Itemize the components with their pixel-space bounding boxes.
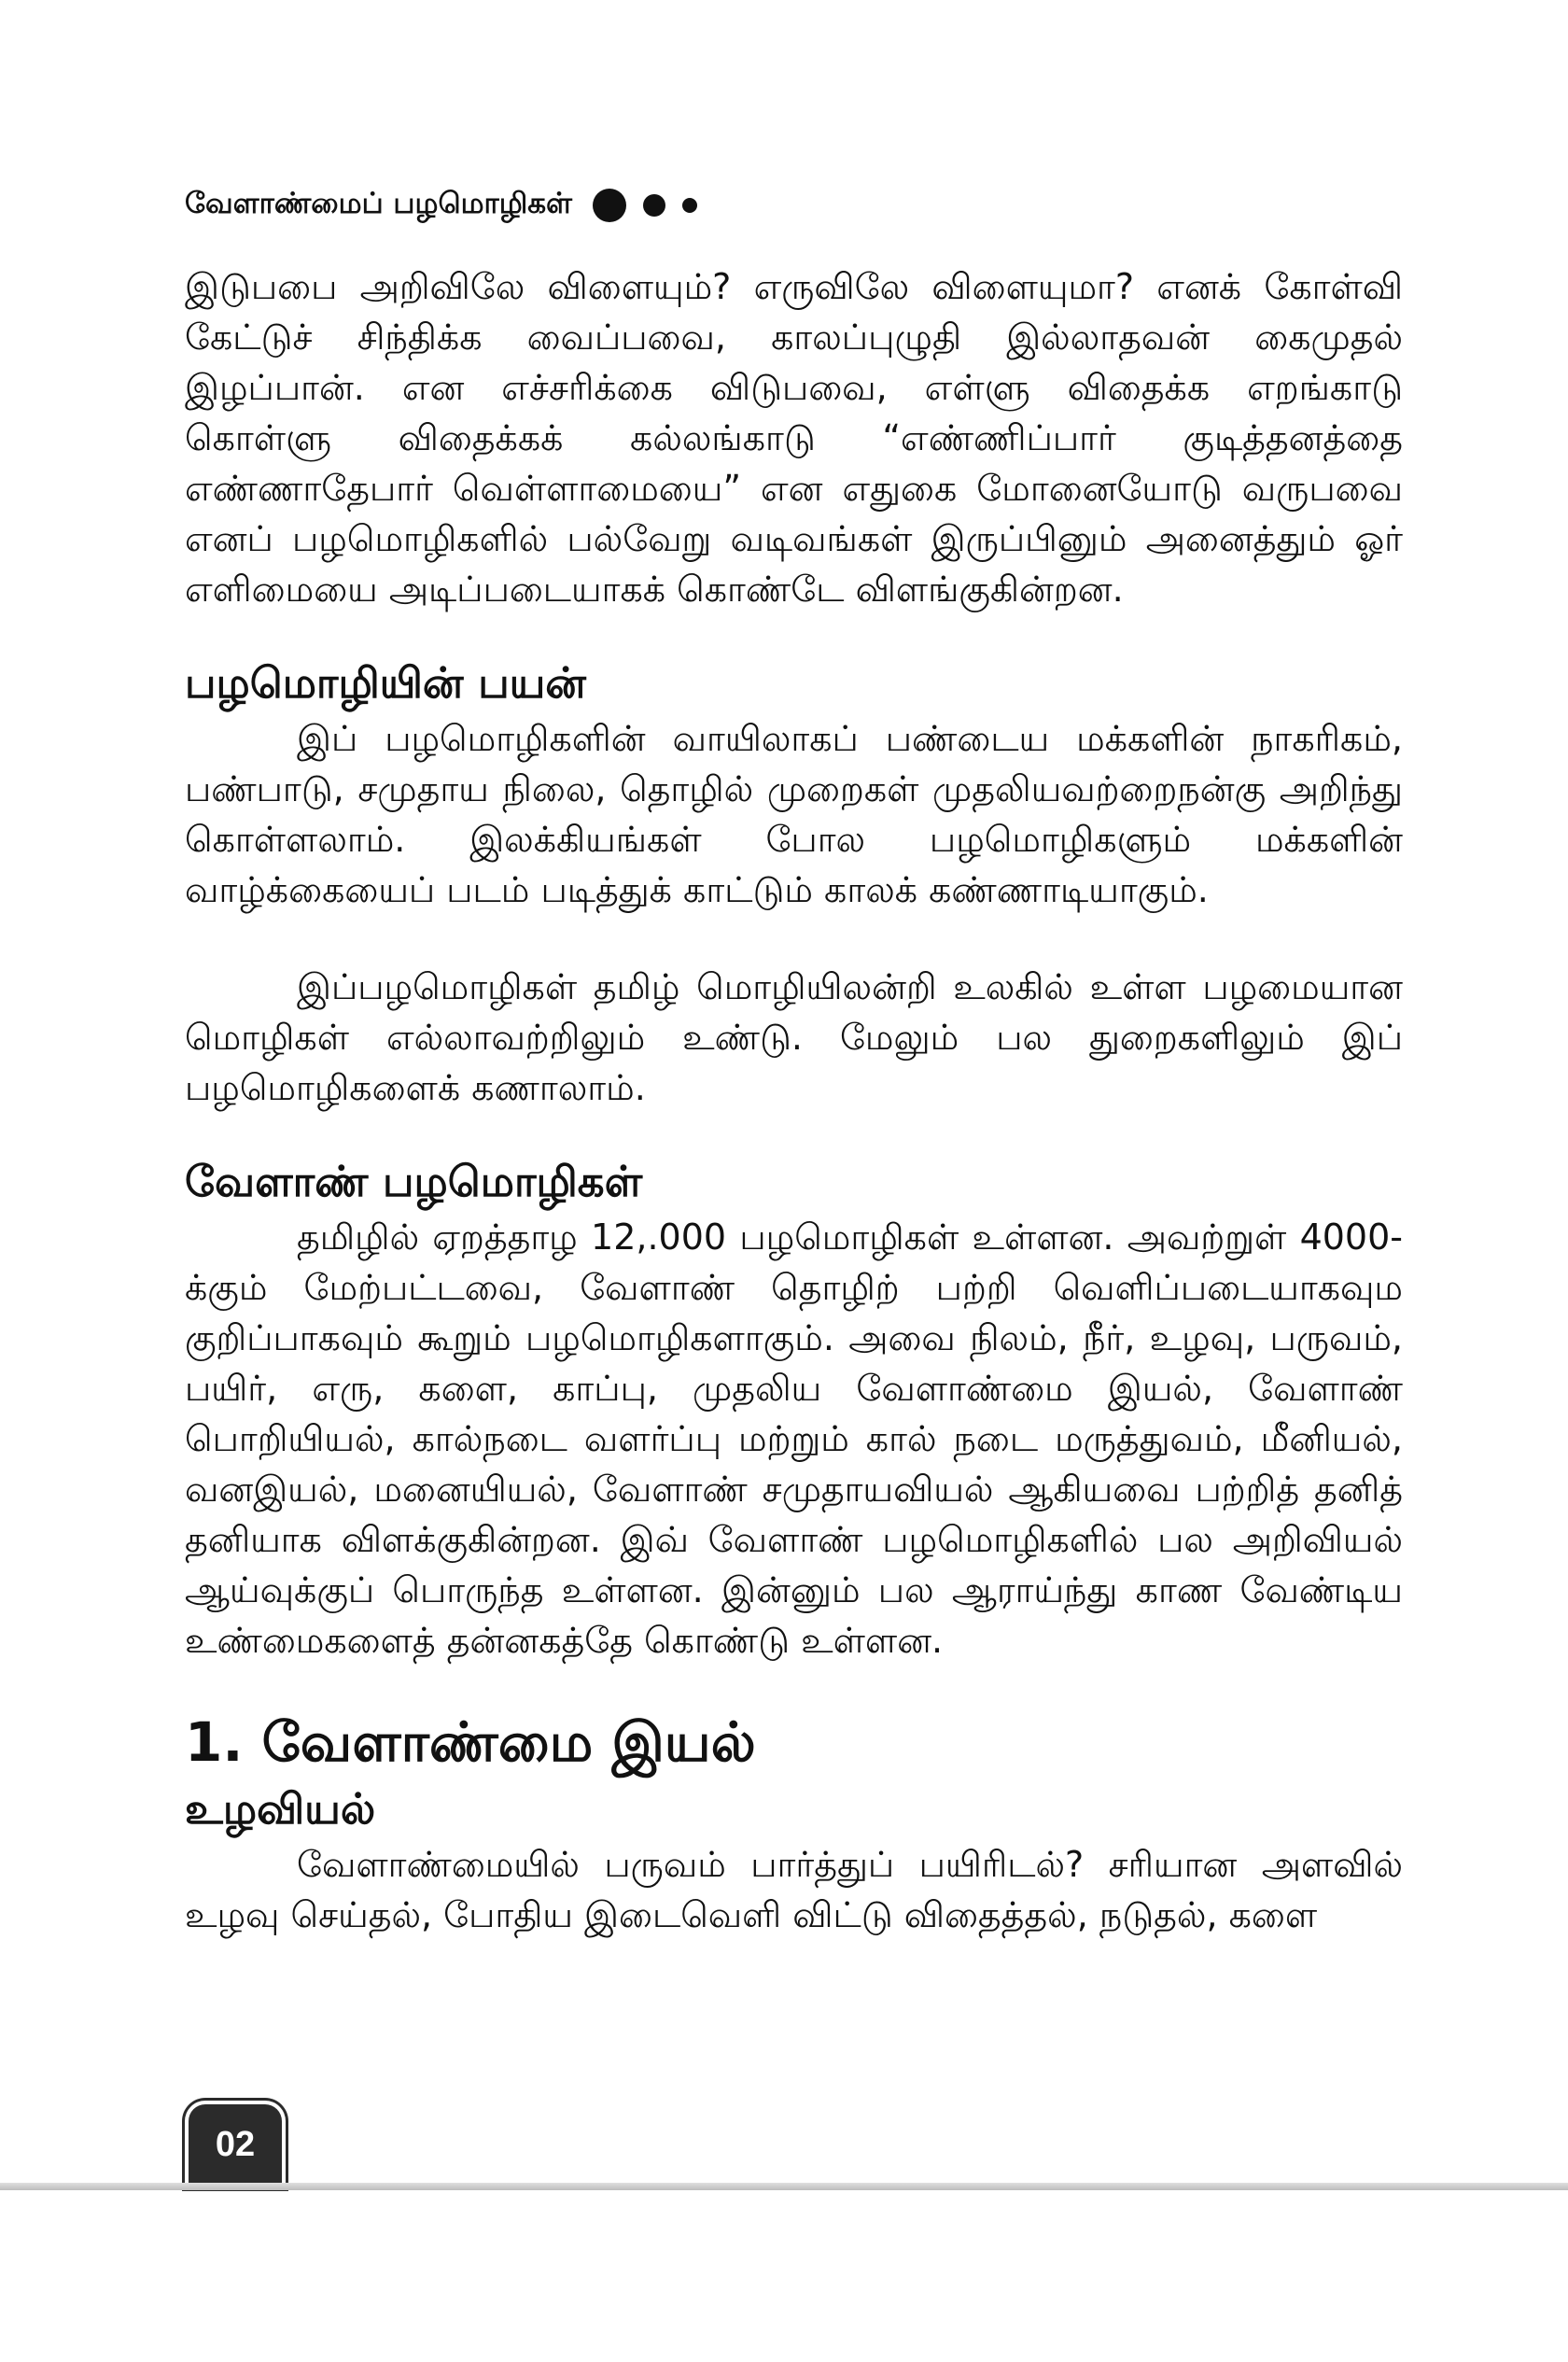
header-title: வேளாண்மைப் பழமொழிகள்: [185, 187, 573, 220]
chapter-sub-heading: உழவியல்: [185, 1784, 376, 1834]
page-body: [185, 261, 1403, 1940]
page-number: 02: [215, 2124, 256, 2164]
intro-paragraph: இடுபபை அறிவிலே விளையும்? எருவிலே விளையுமா? எனக் கோள்வி கேட்டுச் சிந்திக்க வைப்பவை, காலப்புழுதி இல்லாதவன் கைமுதல் இழப்பான். என எச்சரிக்கை விடுபவை, எள்ளு விதைக்க எறங்காடு கொள்ளு விதைக்கக் கல்லங்காடு “எண்ணிப்பார் குடித்தனத்தை எண்ணாதேபார் வெள்ளாமையை” என எதுகை மோனையோடு வருபவை எனப் பழமொழிகளில் பல்வேறு வடிவங்கள் இருப்பினும் அனைத்தும் ஓர் எளிமையை அடிப்படையாகக் கொண்டே விளங்குகின்றன.: [185, 266, 1403, 610]
running-header: [185, 179, 714, 232]
section-heading-use: பழமொழியின் பயன்: [185, 658, 586, 708]
section-heading-agri: வேளாண் பழமொழிகள்: [185, 1157, 643, 1206]
medium-dot-icon: [643, 194, 665, 217]
use-paragraph-1: இப் பழமொழிகளின் வாயிலாகப் பண்டைய மக்களின் நாகரிகம், பண்பாடு, சமுதாய நிலை, தொழில் முறைகள் முதலியவற்றைநன்கு அறிந்து கொள்ளலாம். இலக்கியங்கள் போல பழமொழிகளும் மக்களின் வாழ்க்கையைப் படம் படித்துக் காட்டும் காலக் கண்ணாடியாகும்.: [185, 718, 1403, 910]
footer-rule: [0, 2183, 1568, 2190]
use-paragraph-2: இப்பழமொழிகள் தமிழ் மொழியிலன்றி உலகில் உள்ள பழமையான மொழிகள் எல்லாவற்றிலும் உண்டு. மேலும் பல துறைகளிலும் இப் பழமொழிகளைக் கணாலாம்.: [185, 966, 1403, 1108]
chapter-title: 1. வேளாண்மை இயல்: [185, 1710, 756, 1774]
agri-paragraph: தமிழில் ஏறத்தாழ 12,.000 பழமொழிகள் உள்ளன. அவற்றுள் 4000-க்கும் மேற்பட்டவை, வேளாண் தொழிற் பற்றி வெளிப்படையாகவும குறிப்பாகவும் கூறும் பழமொழிகளாகும். அவை நிலம், நீர், உழவு, பருவம், பயிர், எரு, களை, காப்பு, முதலிய வேளாண்மை இயல், வேளாண் பொறியியல், கால்நடை வளர்ப்பு மற்றும் கால் நடை மருத்துவம், மீனியல், வனஇயல், மனையியல், வேளாண் சமுதாயவியல் ஆகியவை பற்றித் தனித் தனியாக விளக்குகின்றன. இவ் வேளாண் பழமொழிகளில் பல அறிவியல் ஆய்வுக்குப் பொருந்த உள்ளன. இன்னும் பல ஆராய்ந்து காண வேண்டிய உண்மைகளைத் தன்னகத்தே கொண்டு உள்ளன.: [185, 1216, 1403, 1661]
page-number-badge: [189, 2104, 282, 2185]
header-dots-ornament: [593, 189, 714, 222]
large-dot-icon: [593, 189, 626, 222]
chapter-paragraph: வேளாண்மையில் பருவம் பார்த்துப் பயிரிடல்? சரியான அளவில் உழவு செய்தல், போதிய இடைவெளி விட்டு விதைத்தல், நடுதல், களை: [185, 1844, 1403, 1935]
small-dot-icon: [682, 198, 697, 213]
